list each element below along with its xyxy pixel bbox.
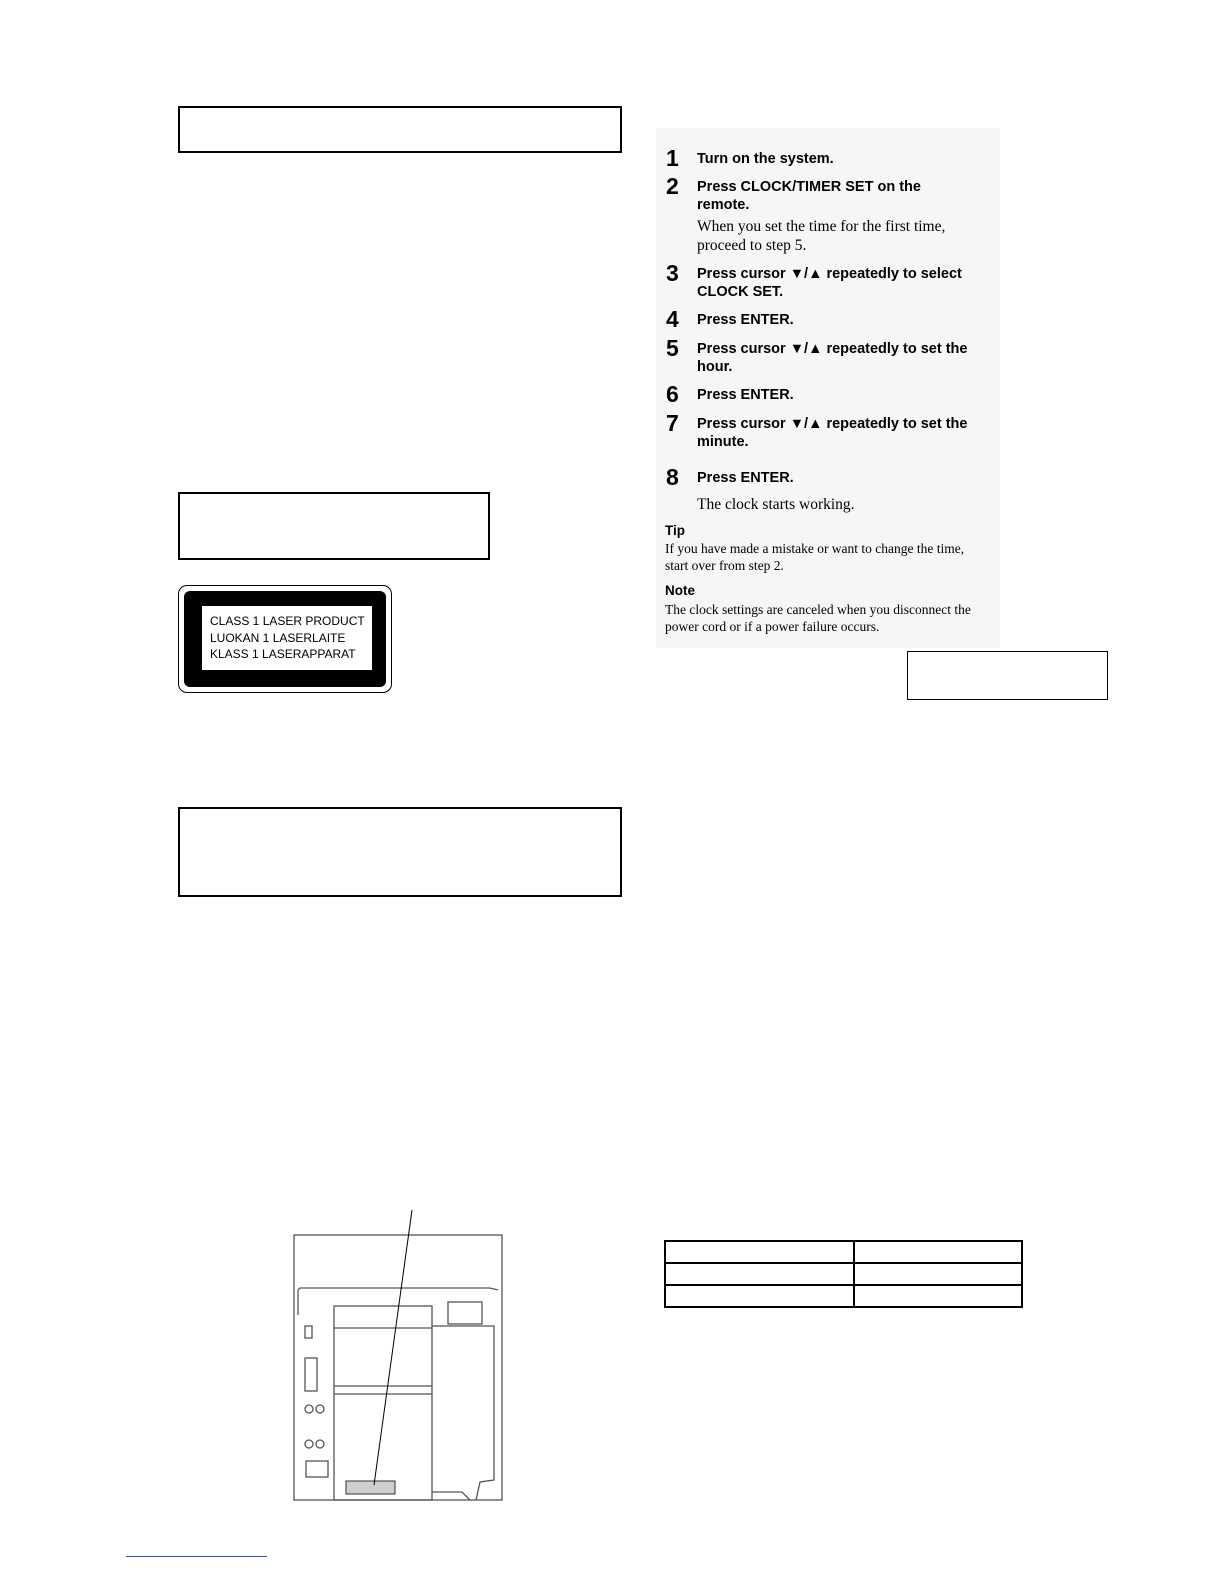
step-4 xyxy=(666,306,996,332)
step-text: Turn on the system. xyxy=(697,151,834,167)
note-text: The clock settings are canceled when you disconnect the power cord or if a power failure occurs. xyxy=(665,602,971,634)
step-number: 8 xyxy=(666,464,679,490)
device-jack xyxy=(305,1440,313,1448)
tip-heading: Tip xyxy=(665,523,685,538)
step-number: 6 xyxy=(666,381,679,407)
device-connector xyxy=(305,1358,317,1391)
tip-text: If you have made a mistake or want to change the time, start over from step 2. xyxy=(665,541,965,573)
header-box-top xyxy=(178,106,622,153)
step-number: 4 xyxy=(666,306,679,332)
step-1 xyxy=(666,145,996,171)
device-jack xyxy=(316,1440,324,1448)
step-number: 1 xyxy=(666,145,679,171)
header-box-lower xyxy=(178,807,622,897)
spec-table xyxy=(664,1240,1023,1308)
table-cell xyxy=(665,1285,854,1307)
step-text: Press CLOCK/TIMER SET on the remote. xyxy=(697,179,921,213)
step-text: Press ENTER. xyxy=(697,387,794,403)
table-cell xyxy=(854,1285,1022,1307)
clock-instructions-panel xyxy=(656,128,1000,648)
laser-label-line-3: KLASS 1 LASERAPPARAT xyxy=(210,647,356,661)
laser-label-line-2: LUOKAN 1 LASERLAITE xyxy=(210,630,346,645)
step-7 xyxy=(666,410,996,451)
step-3 xyxy=(666,260,996,301)
step-subtext: The clock starts working. xyxy=(697,496,855,513)
model-label-pointer xyxy=(374,1210,412,1485)
step-text: Press ENTER. xyxy=(697,470,794,486)
device-switch xyxy=(305,1326,312,1338)
table-row xyxy=(665,1285,1022,1307)
device-model-label xyxy=(346,1481,395,1494)
step-5 xyxy=(666,335,996,376)
step-number: 7 xyxy=(666,410,679,436)
caption-box-right xyxy=(907,651,1108,700)
device-slot-right xyxy=(448,1302,482,1324)
device-base-step xyxy=(432,1492,470,1500)
step-number: 3 xyxy=(666,260,679,286)
device-outline xyxy=(294,1235,502,1500)
table-cell xyxy=(854,1263,1022,1285)
header-box-middle xyxy=(178,492,490,560)
device-right-housing xyxy=(432,1326,494,1500)
device-center-panel xyxy=(334,1306,432,1500)
laser-label-text xyxy=(202,606,372,670)
laser-label-line-1: CLASS 1 LASER PRODUCT xyxy=(210,614,365,628)
step-text: Press ENTER. xyxy=(697,312,794,328)
note-heading: Note xyxy=(665,583,695,598)
laser-product-label xyxy=(178,585,392,693)
step-8 xyxy=(666,464,996,514)
device-jack xyxy=(305,1405,313,1413)
table-cell xyxy=(665,1263,854,1285)
step-number: 2 xyxy=(666,173,679,199)
step-text: Press cursor ▼/▲ repeatedly to select CLOCK SET. xyxy=(697,266,962,300)
step-6 xyxy=(666,381,996,407)
device-port xyxy=(306,1461,328,1477)
table-cell xyxy=(854,1241,1022,1263)
table-cell xyxy=(665,1241,854,1263)
step-text: Press cursor ▼/▲ repeatedly to set the hour. xyxy=(697,341,968,375)
footer-link[interactable] xyxy=(126,1556,267,1557)
device-diagram xyxy=(280,1210,520,1510)
table-row xyxy=(665,1263,1022,1285)
step-text: Press cursor ▼/▲ repeatedly to set the minute. xyxy=(697,416,968,450)
step-subtext: When you set the time for the first time, proceed to step 5. xyxy=(697,218,946,254)
table-row xyxy=(665,1241,1022,1263)
device-jack xyxy=(316,1405,324,1413)
laser-label-border xyxy=(184,591,386,687)
step-2 xyxy=(666,173,996,255)
step-number: 5 xyxy=(666,335,679,361)
